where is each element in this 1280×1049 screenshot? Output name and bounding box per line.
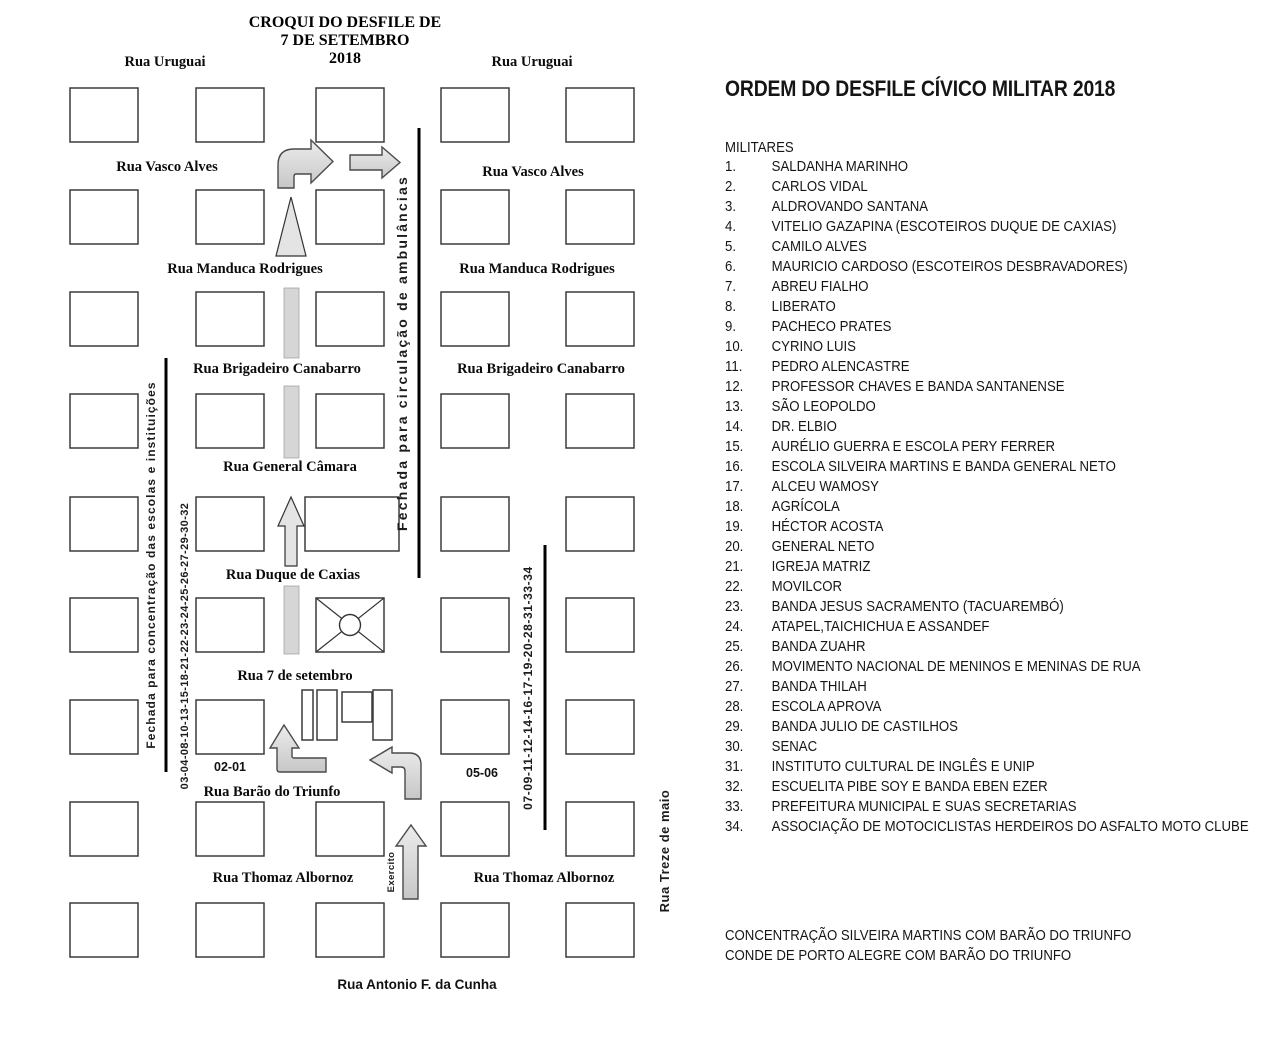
grandstand-block <box>302 690 313 740</box>
street-label-manduca-left: Rua Manduca Rodrigues <box>167 261 323 277</box>
parade-list-item <box>725 617 1249 637</box>
parade-item-name: ESCUELITA PIBE SOY E BANDA EBEN EZER <box>771 778 1048 795</box>
parade-item-name: HÉCTOR ACOSTA <box>771 518 884 535</box>
street-label-thomaz-right: Rua Thomaz Albornoz <box>473 870 615 886</box>
city-block <box>196 700 264 754</box>
parade-list-item <box>725 717 1249 737</box>
parade-list-item <box>725 537 1249 557</box>
parade-item-number: 24. <box>725 618 744 635</box>
parade-list-item <box>725 637 1249 657</box>
city-block <box>566 598 634 652</box>
parade-list-item <box>725 417 1249 437</box>
parade-item-name: CARLOS VIDAL <box>771 178 868 195</box>
parade-item-name: PACHECO PRATES <box>771 318 892 335</box>
parade-list-item <box>725 677 1249 697</box>
parade-list-item <box>725 777 1249 797</box>
parade-item-name: BANDA ZUAHR <box>771 638 866 655</box>
parade-item-name: MOVIMENTO NACIONAL DE MENINOS E MENINAS DE RUA <box>771 658 1141 675</box>
parade-list-item <box>725 437 1249 457</box>
route-segment <box>284 288 299 358</box>
parade-list-item <box>725 277 1249 297</box>
city-block <box>196 497 264 551</box>
street-label-duque-caxias: Rua Duque de Caxias <box>225 567 361 583</box>
street-label-canabarro-left: Rua Brigadeiro Canabarro <box>193 361 361 377</box>
parade-item-name: GENERAL NETO <box>771 538 875 555</box>
parade-list-item <box>725 297 1249 317</box>
street-label-uruguai-right: Rua Uruguai <box>491 54 573 70</box>
parade-item-name: PEDRO ALENCASTRE <box>771 358 910 375</box>
parade-item-number: 22. <box>725 578 744 595</box>
parade-item-name: ABREU FIALHO <box>771 278 869 295</box>
ambulance-closure-label: Fechada para circulação de ambulâncias <box>394 175 410 531</box>
city-block <box>566 292 634 346</box>
city-block <box>566 394 634 448</box>
parade-item-name: SALDANHA MARINHO <box>771 158 909 175</box>
parade-item-name: LIBERATO <box>771 298 836 315</box>
parade-list-item <box>725 757 1249 777</box>
parade-item-number: 25. <box>725 638 744 655</box>
city-block <box>70 394 138 448</box>
parade-list-item <box>725 797 1249 817</box>
parade-item-number: 7. <box>725 278 737 295</box>
parade-item-number: 15. <box>725 438 744 455</box>
parade-item-name: IGREJA MATRIZ <box>771 558 871 575</box>
route-turn-right-arrow <box>278 140 333 188</box>
street-label-thomaz-left: Rua Thomaz Albornoz <box>212 870 354 886</box>
city-block <box>441 292 509 346</box>
parade-list-item <box>725 317 1249 337</box>
schools-closure-label: Fechada para concentração das escolas e instituições <box>144 381 158 749</box>
right-positions-numbers: 07-09-11-12-14-16-17-19-20-28-31-33-34 <box>521 566 535 810</box>
street-label-barao-triunfo: Rua Barão do Triunfo <box>203 784 341 800</box>
parade-item-number: 18. <box>725 498 744 515</box>
parade-item-number: 13. <box>725 398 744 415</box>
city-block <box>70 497 138 551</box>
city-block <box>441 190 509 244</box>
parade-item-number: 1. <box>725 158 737 175</box>
parade-list-item <box>725 817 1249 837</box>
parade-list-item <box>725 377 1249 397</box>
parade-item-number: 29. <box>725 718 744 735</box>
parade-list-item <box>725 457 1249 477</box>
city-block <box>196 292 264 346</box>
map-title-line: 7 DE SETEMBRO <box>280 32 410 49</box>
route-turn-left-arrow <box>370 747 421 799</box>
city-block <box>441 802 509 856</box>
parade-item-number: 8. <box>725 298 737 315</box>
grandstand-block <box>373 690 392 740</box>
parade-item-number: 9. <box>725 318 737 335</box>
parade-item-name: ASSOCIAÇÃO DE MOTOCICLISTAS HERDEIROS DO ASFALTO MOTO CLUBE <box>771 818 1249 835</box>
street-label-uruguai-left: Rua Uruguai <box>124 54 206 70</box>
city-block <box>316 903 384 957</box>
parade-item-number: 26. <box>725 658 744 675</box>
city-block <box>316 802 384 856</box>
city-block <box>305 497 399 551</box>
army-label: Exercito <box>386 851 397 893</box>
parade-item-number: 14. <box>725 418 744 435</box>
city-block <box>441 700 509 754</box>
city-block <box>70 88 138 142</box>
city-block <box>441 903 509 957</box>
concentration-notes <box>725 926 1131 966</box>
parade-list-item <box>725 597 1249 617</box>
route-straight-right-arrow <box>350 147 400 178</box>
map-title-line: CROQUI DO DESFILE DE <box>248 14 442 31</box>
city-block <box>566 88 634 142</box>
city-block <box>441 394 509 448</box>
position-spot-05-06: 05-06 <box>466 766 498 780</box>
parade-item-name: ATAPEL,TAICHICHUA E ASSANDEF <box>771 618 990 635</box>
parade-list-item <box>725 257 1249 277</box>
street-label-vasco-right: Rua Vasco Alves <box>482 164 584 180</box>
parade-item-name: MOVILCOR <box>771 578 843 595</box>
parade-item-number: 28. <box>725 698 744 715</box>
route-segment <box>284 386 299 458</box>
grandstand-blocks <box>302 690 392 740</box>
city-block <box>316 88 384 142</box>
city-block <box>70 700 138 754</box>
parade-list-item <box>725 477 1249 497</box>
order-panel <box>725 0 1271 1049</box>
parade-list-item <box>725 517 1249 537</box>
grandstand-block <box>342 692 372 722</box>
parade-item-number: 11. <box>725 358 743 375</box>
parade-item-number: 3. <box>725 198 737 215</box>
city-block <box>196 394 264 448</box>
city-block <box>316 394 384 448</box>
parade-list-item <box>725 557 1249 577</box>
parade-item-name: ESCOLA APROVA <box>771 698 882 715</box>
position-spot-02-01: 02-01 <box>214 760 246 774</box>
route-arrowhead-up <box>276 197 306 256</box>
parade-list-item <box>725 337 1249 357</box>
parade-item-name: INSTITUTO CULTURAL DE INGLÊS E UNIP <box>771 758 1035 775</box>
parade-item-name: ALDROVANDO SANTANA <box>771 198 929 215</box>
street-label-vasco-left: Rua Vasco Alves <box>116 159 218 175</box>
parade-list-item <box>725 197 1249 217</box>
parade-item-number: 23. <box>725 598 744 615</box>
parade-item-name: BANDA JULIO DE CASTILHOS <box>771 718 958 735</box>
parade-item-name: MAURICIO CARDOSO (ESCOTEIROS DESBRAVADORES) <box>771 258 1128 275</box>
parade-item-name: BANDA THILAH <box>771 678 867 695</box>
parade-list-item <box>725 497 1249 517</box>
street-label-antonio-cunha: Rua Antonio F. da Cunha <box>337 977 497 992</box>
parade-item-number: 33. <box>725 798 744 815</box>
parade-item-number: 31. <box>725 758 744 775</box>
street-label-treze-maio: Rua Treze de maio <box>657 789 672 913</box>
parade-item-name: AURÉLIO GUERRA E ESCOLA PERY FERRER <box>771 438 1056 455</box>
left-positions-numbers: 03-04-08-10-13-15-18-21-22-23-24-25-26-27-29-30-32 <box>179 502 191 790</box>
parade-item-name: ALCEU WAMOSY <box>771 478 879 495</box>
city-block <box>196 903 264 957</box>
route-segment <box>284 586 299 654</box>
parade-item-name: PROFESSOR CHAVES E BANDA SANTANENSE <box>771 378 1065 395</box>
parade-item-number: 34. <box>725 818 744 835</box>
parade-item-name: CAMILO ALVES <box>771 238 867 255</box>
parade-list-item <box>725 397 1249 417</box>
city-block <box>70 903 138 957</box>
city-block <box>70 190 138 244</box>
plaza-block <box>316 598 384 652</box>
route-arrowhead-up <box>278 497 304 566</box>
parade-item-number: 10. <box>725 338 744 355</box>
street-label-7-setembro: Rua 7 de setembro <box>237 668 353 684</box>
parade-item-number: 5. <box>725 238 737 255</box>
parade-item-number: 4. <box>725 218 737 235</box>
city-block <box>441 88 509 142</box>
parade-list-item <box>725 577 1249 597</box>
parade-item-name: SENAC <box>771 738 818 755</box>
parade-item-number: 20. <box>725 538 744 555</box>
parade-item-number: 6. <box>725 258 737 275</box>
parade-list-item <box>725 177 1249 197</box>
grandstand-block <box>317 690 337 740</box>
parade-item-number: 21. <box>725 558 744 575</box>
city-block <box>566 700 634 754</box>
parade-list-item <box>725 357 1249 377</box>
street-label-general-camara: Rua General Câmara <box>223 459 357 475</box>
street-label-canabarro-right: Rua Brigadeiro Canabarro <box>457 361 625 377</box>
parade-item-number: 2. <box>725 178 737 195</box>
city-block <box>566 903 634 957</box>
army-entry-arrow <box>396 825 426 899</box>
parade-item-number: 16. <box>725 458 744 475</box>
city-block <box>196 598 264 652</box>
city-block <box>566 497 634 551</box>
parade-item-number: 27. <box>725 678 744 695</box>
parade-item-name: ESCOLA SILVEIRA MARTINS E BANDA GENERAL NETO <box>771 458 1116 475</box>
parade-list-item <box>725 237 1249 257</box>
parade-list-item <box>725 157 1249 177</box>
parade-list <box>725 157 1249 837</box>
city-block <box>70 292 138 346</box>
city-block <box>70 598 138 652</box>
city-block <box>441 497 509 551</box>
city-block <box>70 802 138 856</box>
parade-item-name: DR. ELBIO <box>771 418 837 435</box>
concentration-note-line: CONDE DE PORTO ALEGRE COM BARÃO DO TRIUNFO <box>725 947 1072 964</box>
plaza-circle <box>340 615 361 636</box>
street-label-manduca-right: Rua Manduca Rodrigues <box>459 261 615 277</box>
city-block <box>441 598 509 652</box>
order-panel-title: ORDEM DO DESFILE CÍVICO MILITAR 2018 <box>725 76 1116 101</box>
parade-list-item <box>725 697 1249 717</box>
concentration-note-line: CONCENTRAÇÃO SILVEIRA MARTINS COM BARÃO DO TRIUNFO <box>725 927 1132 944</box>
parade-list-item <box>725 737 1249 757</box>
city-block <box>316 190 384 244</box>
parade-item-number: 32. <box>725 778 744 795</box>
map-title-line: 2018 <box>329 50 361 67</box>
parade-item-number: 17. <box>725 478 744 495</box>
parade-list-item <box>725 657 1249 677</box>
city-block <box>196 190 264 244</box>
parade-item-name: CYRINO LUIS <box>771 338 856 355</box>
city-block <box>566 802 634 856</box>
parade-item-name: SÃO LEOPOLDO <box>771 398 876 415</box>
city-block <box>316 292 384 346</box>
parade-item-name: BANDA JESUS SACRAMENTO (TACUAREMBÓ) <box>771 598 1064 615</box>
parade-item-number: 19. <box>725 518 744 535</box>
parade-item-number: 30. <box>725 738 744 755</box>
city-block <box>566 190 634 244</box>
parade-item-number: 12. <box>725 378 744 395</box>
parade-item-name: AGRÍCOLA <box>771 498 840 515</box>
parade-item-name: PREFEITURA MUNICIPAL E SUAS SECRETARIAS <box>771 798 1077 815</box>
parade-list-item <box>725 217 1249 237</box>
group-label: MILITARES <box>725 139 794 156</box>
parade-item-name: VITELIO GAZAPINA (ESCOTEIROS DUQUE DE CAXIAS) <box>771 218 1117 235</box>
city-block <box>196 802 264 856</box>
city-block <box>196 88 264 142</box>
